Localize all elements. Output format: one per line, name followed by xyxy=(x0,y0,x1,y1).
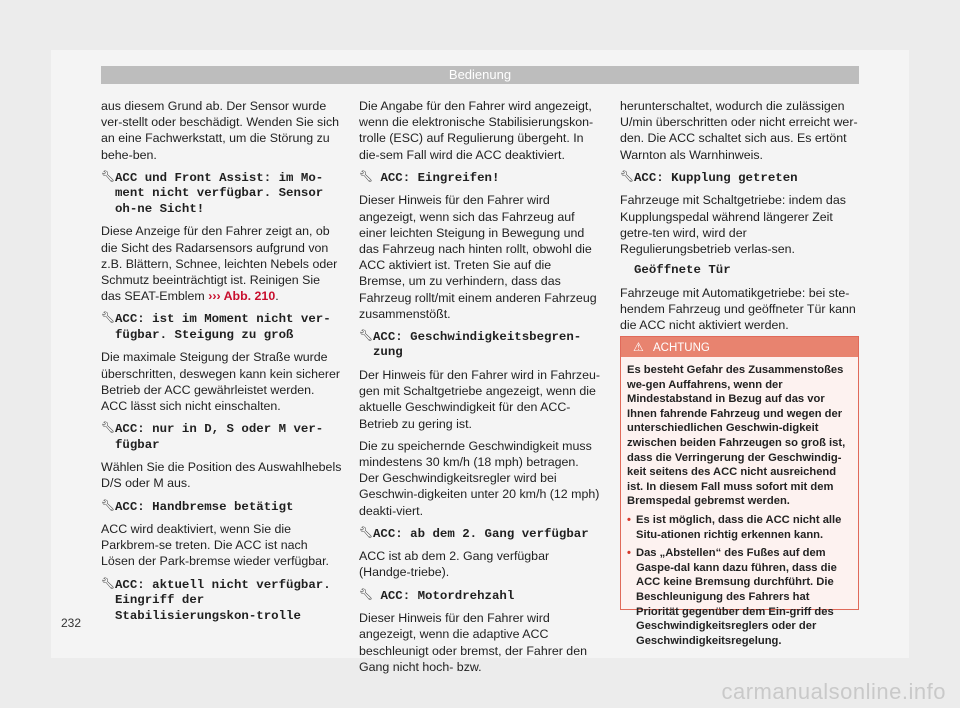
column-middle xyxy=(359,98,600,681)
message-heading xyxy=(359,525,600,543)
message-text: ACC: Handbremse betätigt xyxy=(115,499,294,514)
wrench-icon: 🔧︎ xyxy=(359,328,373,342)
section-header: Bedienung xyxy=(101,66,859,84)
message-text: ACC: Geschwindigkeitsbegren-zung xyxy=(373,329,582,360)
message-heading xyxy=(620,263,861,279)
column-right xyxy=(620,98,861,339)
figure-reference-link[interactable]: ››› Abb. 210 xyxy=(208,289,276,304)
warning-bullet xyxy=(627,546,850,648)
warning-bullet-text: Das „Abstellen“ des Fußes auf dem Gaspe-dal kann dazu führen, dass die ACC keine Bremsung durchführt. Die Beschleunigung des Fahrers hat Priorität gegenüber dem Ein-griff des Geschwindigkeitsreglers oder der Geschwindigkeitsregelung. xyxy=(636,547,837,647)
warning-bullet xyxy=(627,513,850,542)
wrench-icon: 🔧︎ xyxy=(101,169,115,183)
message-heading xyxy=(359,587,600,605)
message-text: ACC und Front Assist: im Mo-ment nicht verfügbar. Sensor oh-ne Sicht! xyxy=(115,170,324,216)
message-text: ACC: Motordrehzahl xyxy=(380,588,515,603)
warning-bullet-text: Es ist möglich, dass die ACC nicht alle Situ-ationen richtig erkennen kann. xyxy=(636,513,842,541)
column-left xyxy=(101,98,342,630)
message-text: ACC: ist im Moment nicht ver-fügbar. Steigung zu groß xyxy=(115,312,331,342)
wrench-icon: 🔧︎ xyxy=(359,587,373,601)
bullet-dot-icon: • xyxy=(627,547,631,560)
paragraph: ACC wird deaktiviert, wenn Sie die Parkbrem-se treten. Die ACC ist nach Lösen der Park-bremse wieder verfügbar. xyxy=(101,522,329,569)
paragraph-text: Diese Anzeige für den Fahrer zeigt an, ob die Sicht des Radarsensors aufgrund von z.B. Blättern, Schnee, leichten Nebels oder Schmutz beeinträchtigt ist. Reinigen Sie das SEAT-Emblem xyxy=(101,224,338,304)
paragraph: Dieser Hinweis für den Fahrer wird angezeigt, wenn sich das Fahrzeug auf einer leichten Steigung in Bewegung und das Fahrzeug nach hinten rollt, obwohl die ACC aktiviert ist. Treten Sie auf die Bremse, um zu verhindern, dass das Fahrzeug rollt/mit einem anderen Fahrzeug zusammenstößt. xyxy=(359,193,597,321)
paragraph: herunterschaltet, wodurch die zulässigen U/min überschritten oder nicht erreicht wer-den. Die ACC schaltet sich aus. Es ertönt Warnton als Warnhinweis. xyxy=(620,99,858,162)
message-text: ACC: nur in D, S oder M ver-fügbar xyxy=(115,422,324,452)
message-text: ACC: ab dem 2. Gang verfügbar xyxy=(373,526,589,541)
message-heading xyxy=(620,169,861,187)
warning-header xyxy=(621,337,858,357)
paragraph xyxy=(101,223,342,304)
wrench-icon: 🔧︎ xyxy=(101,421,115,435)
punctuation: . xyxy=(275,289,279,304)
message-heading xyxy=(101,310,342,343)
wrench-icon: 🔧︎ xyxy=(359,525,373,539)
paragraph: Die maximale Steigung der Straße wurde überschritten, deswegen kann kein sicherer Betrieb der ACC gewährleistet werden. ACC lässt sich nicht einschalten. xyxy=(101,350,340,413)
message-heading xyxy=(101,420,342,453)
warning-paragraph: Es besteht Gefahr des Zusammenstoßes we-gen Auffahrens, wenn der Mindestabstand in Bezug auf das vor Ihnen fahrende Fahrzeug und wegen der unterschiedlichen Geschwin-digkeit zwischen beiden Fahrzeugen so groß ist, dass die Verringerung der Geschwindig-keit seitens des ACC nicht ausreichend ist. In diesem Fall muss sofort mit dem Bremspedal gebremst werden. xyxy=(627,364,846,508)
message-heading xyxy=(101,576,342,625)
paragraph: Die Angabe für den Fahrer wird angezeigt, wenn die elektronische Stabilisierungskon-trolle (ESC) auf Regulierung übergeht. In die-sem Fall wird die ACC deaktiviert. xyxy=(359,99,594,162)
message-heading xyxy=(359,328,600,361)
page-number: 232 xyxy=(61,616,82,630)
watermark: carmanualsonline.info xyxy=(721,679,946,704)
paragraph: aus diesem Grund ab. Der Sensor wurde ver-stellt oder beschädigt. Wenden Sie sich an eine Fachwerkstatt, um die Störung zu behe-ben. xyxy=(101,99,340,162)
message-heading xyxy=(359,169,600,187)
warning-triangle-icon: ⚠ xyxy=(633,340,644,354)
warning-title: ACHTUNG xyxy=(653,342,710,354)
warning-box xyxy=(620,336,859,647)
message-text: ACC: Eingreifen! xyxy=(380,170,500,185)
warning-body xyxy=(621,357,858,648)
message-text: ACC: aktuell nicht verfügbar. Eingriff der Stabilisierungskon-trolle xyxy=(115,577,331,623)
paragraph: Fahrzeuge mit Automatikgetriebe: bei ste-hendem Fahrzeug und geöffneter Tür kann die ACC nicht aktiviert werden. xyxy=(620,285,856,333)
message-heading xyxy=(101,498,342,516)
wrench-icon: 🔧︎ xyxy=(101,576,115,590)
wrench-icon: 🔧︎ xyxy=(359,169,373,183)
paragraph: Fahrzeuge mit Schaltgetriebe: indem das Kupplungspedal während längerer Zeit getre-ten wird, wird der Regulierungsbetrieb verlas-sen. xyxy=(620,193,846,256)
paragraph: ACC ist ab dem 2. Gang verfügbar (Handge-triebe). xyxy=(359,549,550,580)
bullet-dot-icon: • xyxy=(627,513,631,526)
wrench-icon: 🔧︎ xyxy=(101,498,115,512)
paragraph: Dieser Hinweis für den Fahrer wird angezeigt, wenn die adaptive ACC beschleunigt oder bremst, der Fahrer den Gang nicht hoch- bzw. xyxy=(359,611,587,674)
paragraph: Die zu speichernde Geschwindigkeit muss mindestens 30 km/h (18 mph) betragen. Der Geschwindigkeitsregler wird bei Geschwin-digkeiten unter 20 km/h (12 mph) deakti-viert. xyxy=(359,438,600,518)
message-heading xyxy=(101,169,342,218)
message-text: ACC: Kupplung getreten xyxy=(634,170,798,185)
wrench-icon: 🔧︎ xyxy=(620,169,634,183)
message-text: Geöffnete Tür xyxy=(634,263,731,278)
wrench-icon: 🔧︎ xyxy=(101,311,115,325)
paragraph: Der Hinweis für den Fahrer wird in Fahrzeu-gen mit Schaltgetriebe angezeigt, wenn die aktuelle Geschwindigkeit für den ACC-Betrieb zu gering ist. xyxy=(359,367,601,431)
paragraph: Wählen Sie die Position des Auswahlhebels D/S oder M aus. xyxy=(101,460,342,491)
